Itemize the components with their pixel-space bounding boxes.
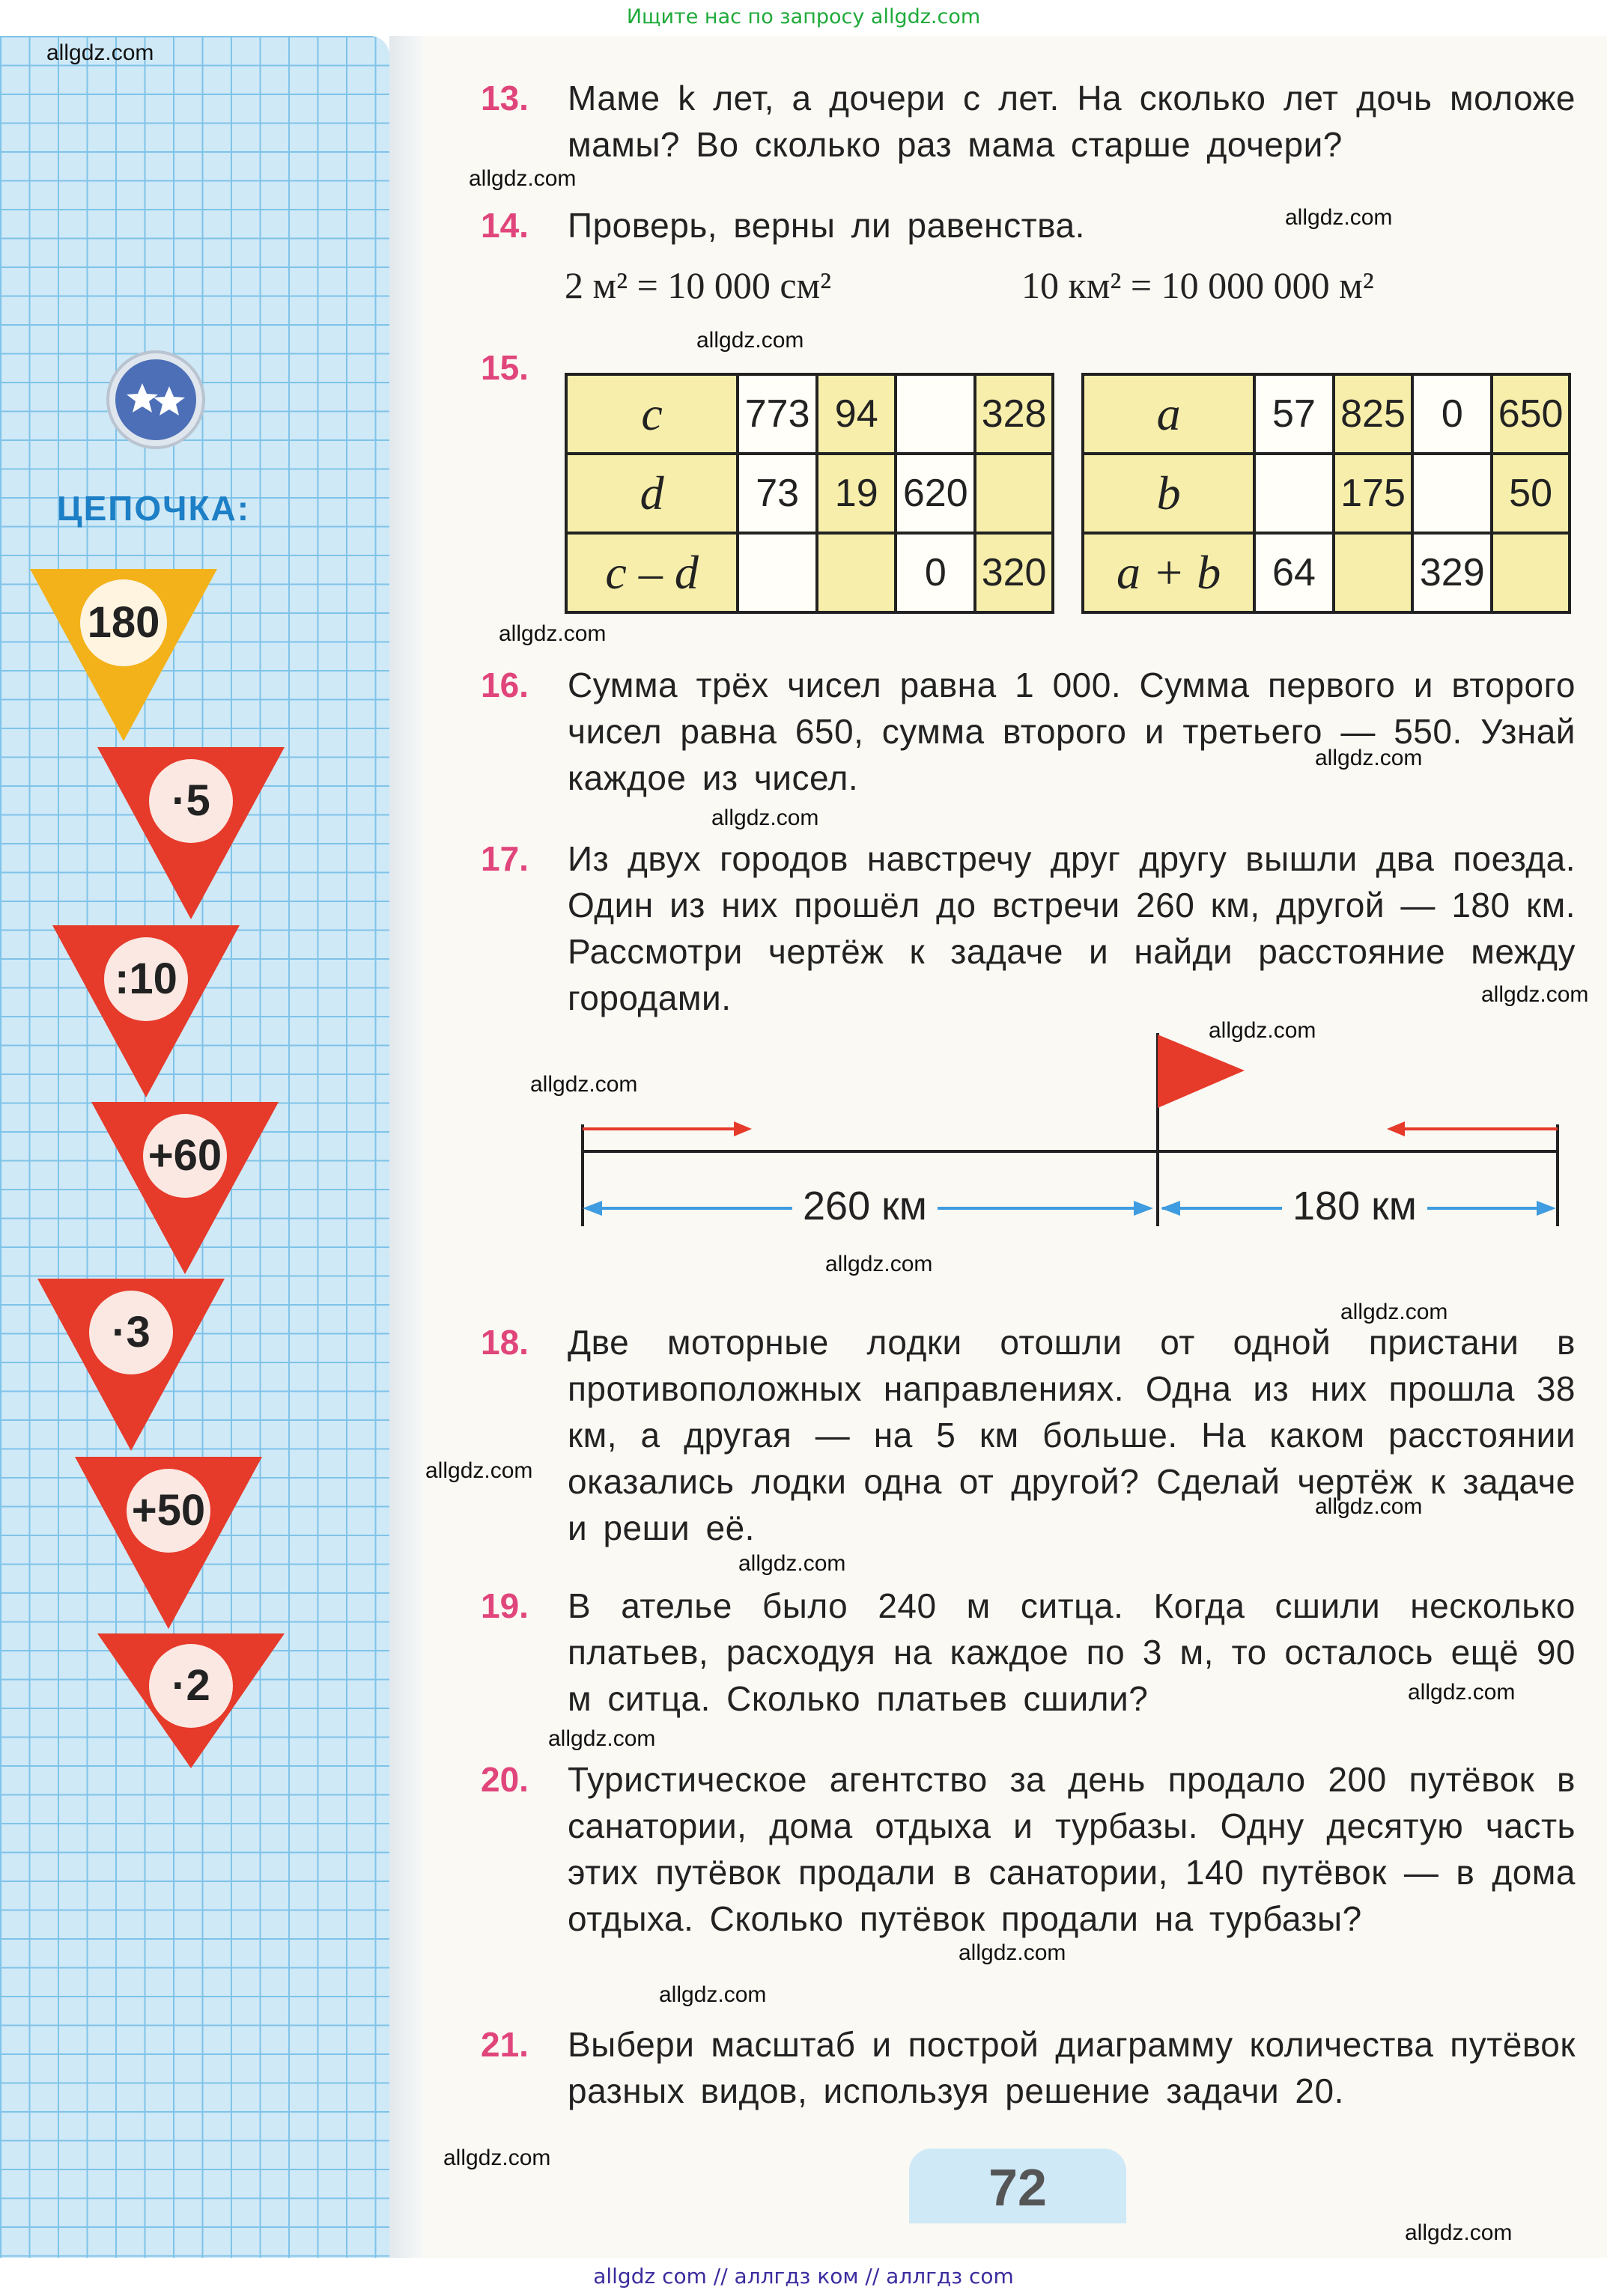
table-cell: 175	[1334, 454, 1413, 533]
watermark: allgdz.com	[1408, 1680, 1516, 1705]
chain-op-2: :10	[115, 954, 177, 1003]
table-row	[566, 454, 1053, 533]
table-cell: 57	[1254, 374, 1333, 454]
watermark: allgdz.com	[1405, 2220, 1513, 2245]
problem-text: В ателье было 240 м ситца. Когда сшили несколько платьев, расходуя на каждое по 3 м, то осталось ещё 90 м ситца. Сколько платьев сшили?	[568, 1586, 1576, 1718]
problem-17	[481, 835, 1576, 1021]
row-label: c	[566, 374, 738, 454]
watermark: allgdz.com	[443, 2146, 551, 2170]
table-cell: 64	[1254, 533, 1333, 612]
table-cell: 328	[975, 374, 1053, 454]
right-distance-label: 180 км	[1282, 1183, 1427, 1229]
page-number: 72	[909, 2149, 1126, 2223]
chain-op-5: +50	[131, 1486, 206, 1535]
page-gutter	[389, 36, 423, 2258]
left-distance-label: 260 км	[792, 1183, 938, 1229]
table-row	[1083, 454, 1570, 533]
problem-number: 13.	[481, 79, 529, 118]
table-cell	[1254, 454, 1333, 533]
watermark: allgdz.com	[825, 1252, 933, 1276]
problem-number: 21.	[481, 2025, 529, 2064]
watermark: allgdz.com	[1340, 1300, 1448, 1324]
star-badge-icon	[103, 347, 208, 452]
problem-text: Туристическое агентство за день продало 200 путёвок в санатории, дома отдыха и турбазы. Одну десятую часть этих путёвок продали в санатории, 140 путёвок — в дома отдыха. Сколько путёвок продали на турбазы?	[568, 1760, 1576, 1938]
table-cell: 773	[738, 374, 817, 454]
table-row	[566, 374, 1053, 454]
problem-13	[481, 75, 1576, 168]
watermark: allgdz.com	[548, 1726, 656, 1751]
problem-number: 19.	[481, 1586, 529, 1625]
watermark: allgdz.com	[1315, 1494, 1423, 1519]
table-cell	[896, 374, 975, 454]
watermark: allgdz.com	[499, 621, 607, 646]
row-label: c – d	[566, 533, 738, 612]
equation-2: 10 км² = 10 000 000 м²	[1021, 264, 1374, 306]
table-row	[1083, 533, 1570, 612]
chain-title: ЦЕПОЧКА:	[57, 489, 251, 528]
problem-16	[481, 662, 1576, 801]
table-cell: 825	[1334, 374, 1413, 454]
equation-1: 2 м² = 10 000 см²	[565, 264, 832, 306]
table-row	[566, 533, 1053, 612]
watermark: allgdz.com	[1315, 746, 1423, 770]
table-a-b	[1081, 373, 1571, 614]
watermark: allgdz.com	[46, 40, 154, 65]
chain-op-4: ·3	[112, 1308, 151, 1356]
watermark: allgdz.com	[1481, 982, 1589, 1007]
row-label: a + b	[1083, 533, 1254, 612]
problem-text: Сумма трёх чисел равна 1 000. Сумма первого и второго чисел равна 650, сумма второго и третьего — 550. Узнай каждое из чисел.	[568, 666, 1576, 797]
watermark: allgdz.com	[659, 1982, 767, 2007]
problem-20	[481, 1756, 1576, 1942]
bottom-banner: allgdz com // аллгдз ком // аллгдз com	[593, 2264, 1014, 2289]
table-row	[1083, 374, 1570, 454]
problem-number: 17.	[481, 839, 529, 878]
table-cell	[738, 533, 817, 612]
problem-text: Выбери масштаб и построй диаграмму количества путёвок разных видов, используя решение задачи 20.	[568, 2025, 1576, 2110]
problem-14	[481, 202, 1576, 249]
problem-text: Из двух городов навстречу друг другу вышли два поезда. Один из них прошёл до встречи 260 км, другой — 180 км. Рассмотри чертёж к задаче и найди расстояние между городами.	[568, 839, 1576, 1017]
table-cell: 50	[1492, 454, 1570, 533]
watermark: allgdz.com	[959, 1940, 1066, 1965]
table-cell: 620	[896, 454, 975, 533]
chain-start-value: 180	[87, 598, 160, 647]
chain-op-3: +60	[148, 1131, 222, 1180]
watermark: allgdz.com	[696, 328, 804, 353]
chain-op-6: ·2	[171, 1661, 210, 1710]
watermark: allgdz.com	[425, 1458, 533, 1483]
table-cell	[1412, 454, 1492, 533]
table-cell: 320	[975, 533, 1053, 612]
problem-number: 14.	[481, 206, 529, 245]
top-banner: Ищите нас по запросу allgdz.com	[626, 5, 981, 28]
chain-op-1: ·5	[171, 776, 210, 825]
row-label: b	[1083, 454, 1254, 533]
table-cell: 650	[1492, 374, 1570, 454]
table-cell	[817, 533, 896, 612]
watermark: allgdz.com	[738, 1551, 846, 1576]
problem-text: Маме k лет, а дочери c лет. На сколько лет дочь моложе мамы? Во сколько раз мама старше дочери?	[568, 79, 1576, 164]
table-cell: 19	[817, 454, 896, 533]
table-cell: 94	[817, 374, 896, 454]
table-cell: 73	[738, 454, 817, 533]
row-label: a	[1083, 374, 1254, 454]
problem-21	[481, 2021, 1576, 2114]
watermark: allgdz.com	[1209, 1018, 1316, 1043]
watermark: allgdz.com	[711, 806, 819, 830]
watermark: allgdz.com	[1285, 205, 1393, 230]
meeting-flag-icon	[1158, 1035, 1245, 1108]
table-cell: 329	[1412, 533, 1492, 612]
problem-text: Две моторные лодки отошли от одной пристани в противоположных направлениях. Одна из них прошла 38 км, а другая — на 5 км больше. На каком расстоянии оказались лодки одна от другой? Сделай чертёж к задаче и реши её.	[568, 1323, 1576, 1547]
row-label: d	[566, 454, 738, 533]
table-cell	[1492, 533, 1570, 612]
table-cell	[975, 454, 1053, 533]
table-c-d	[565, 373, 1054, 614]
watermark: allgdz.com	[469, 166, 577, 191]
table-cell: 0	[1412, 374, 1492, 454]
problem-number: 20.	[481, 1760, 529, 1799]
problem-text: Проверь, верны ли равенства.	[568, 206, 1085, 245]
table-cell: 0	[896, 533, 975, 612]
watermark: allgdz.com	[530, 1072, 638, 1097]
problem-number: 16.	[481, 666, 529, 704]
table-cell	[1334, 533, 1413, 612]
problem-number: 15.	[481, 348, 529, 387]
problem-number: 18.	[481, 1323, 529, 1362]
